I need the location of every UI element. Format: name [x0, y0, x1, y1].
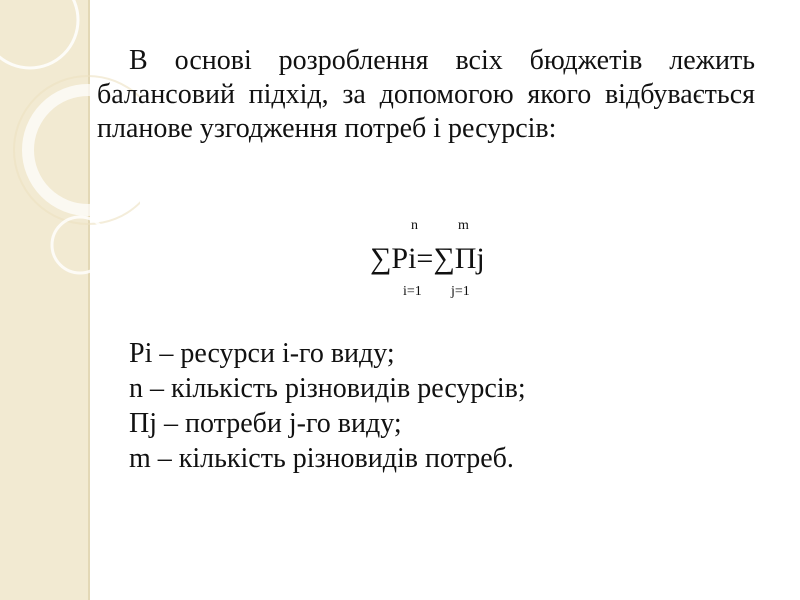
formula-expression: ∑Pі=∑Пj: [370, 242, 485, 275]
formula-legend: [129, 336, 526, 476]
formula-upper-limit-left: n: [411, 218, 418, 233]
legend-item-needs: Пj – потреби j-го виду;: [129, 408, 402, 439]
intro-paragraph: В основі розроблення всіх бюджетів лежить балансовий підхід, за допомогою якого відбувається планове узгодження потреб і ресурсів:: [97, 45, 755, 144]
formula-upper-limit-right: m: [458, 218, 469, 233]
formula-lower-limit-left: i=1: [403, 284, 422, 299]
legend-item-resources: Pі – ресурси і-го виду;: [129, 338, 395, 369]
formula-lower-limit-right: j=1: [451, 284, 470, 299]
legend-item-needs-count: m – кількість різновидів потреб.: [129, 443, 514, 474]
legend-item-resource-count: n – кількість різновидів ресурсів;: [129, 373, 526, 404]
balance-formula: [370, 218, 570, 308]
